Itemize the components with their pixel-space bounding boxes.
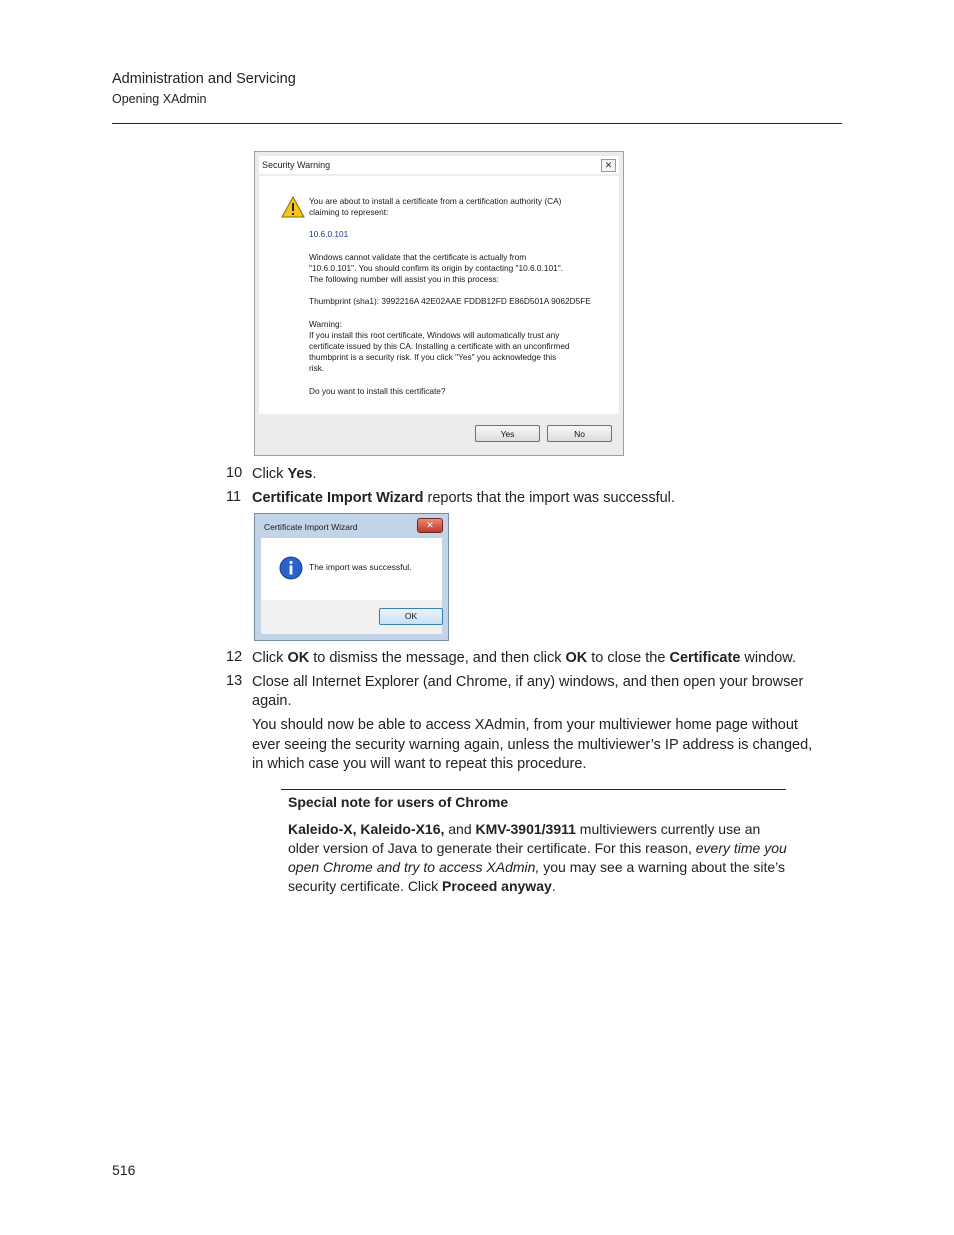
header-divider [112,123,842,124]
dialog-message: The import was successful. [309,562,412,572]
paragraph-line: You should now be able to access XAdmin, from your multiviewer home page without [252,717,798,733]
note-text: multiviewers currently use an older version of Java to generate their certificate. For this reason, [288,821,761,856]
dialog-title: Certificate Import Wizard [264,522,358,532]
paragraph-line: in which case you will want to repeat this procedure. [252,756,587,772]
step-text-bold: OK [565,650,588,666]
note-body [288,820,788,896]
note-text: you may see a warning about the site’s security certificate. Click [288,859,786,894]
step-text-run: to dismiss the message, and then click [309,650,566,666]
ok-button[interactable]: OK [379,608,443,625]
note-text: and [444,821,476,837]
dialog-body [261,538,442,600]
dialog-titlebar [259,156,619,174]
note-text: . [551,878,556,894]
step-text-bold: Yes [287,466,313,482]
dialog-text-line: risk. [309,363,325,373]
note-bold: KMV-3901/3911 [475,821,576,837]
running-header-title: Administration and Servicing [112,71,296,87]
step-text-run: Click [252,466,288,482]
dialog-body [259,176,619,414]
dialog-text-line: Windows cannot validate that the certificate is actually from [309,252,527,262]
step-number: 11 [226,489,242,505]
running-header-subtitle: Opening XAdmin [112,92,207,106]
info-icon [279,556,303,580]
dialog-footer [261,600,442,634]
step-text-bold: OK [287,650,310,666]
dialog-text-line: claiming to represent: [309,207,389,217]
step-number: 10 [226,465,243,481]
dialog-title: Security Warning [262,160,331,170]
step-text [252,489,675,509]
no-button[interactable]: No [547,425,612,442]
step-text [252,465,316,485]
dialog-text-line: thumbprint is a security risk. If you click "Yes" you acknowledge this [309,352,557,362]
dialog-thumbprint: Thumbprint (sha1): 3992216A 42E02AAE FDDB12FD E86D501A 9062D5FE [309,296,591,306]
note-divider [281,789,786,790]
step-text-bold: Certificate [669,650,741,666]
step-text-line: Close all Internet Explorer (and Chrome, if any) windows, and then open your browser [252,674,804,690]
step-text-bold: Certificate Import Wizard [252,490,424,506]
close-icon[interactable]: ✕ [417,518,443,533]
step-text-run: window. [740,650,797,666]
note-heading: Special note for users of Chrome [288,794,509,810]
certificate-import-wizard-dialog [254,513,449,641]
dialog-ca-name: 10.6.0.101 [309,229,349,239]
paragraph-line: ever seeing the security warning again, unless the multiviewer’s IP address is changed, [252,737,813,753]
dialog-text-line: If you install this root certificate, Windows will automatically trust any [309,330,560,340]
dialog-text-line: "10.6.0.101". You should confirm its origin by contacting "10.6.0.101". [309,263,563,273]
step-text-line: again. [252,693,292,709]
security-warning-dialog [254,151,624,456]
dialog-question: Do you want to install this certificate? [309,386,446,396]
step-text-run: to close the [587,650,670,666]
page-number: 516 [112,1162,136,1178]
step-text-run: reports that the import was successful. [423,490,675,506]
warning-icon [281,196,305,218]
step-text-run: . [312,466,317,482]
note-bold: Kaleido-X, Kaleido-X16, [288,821,445,837]
dialog-text-line: The following number will assist you in this process: [309,274,499,284]
yes-button[interactable]: Yes [475,425,540,442]
dialog-text-line: certificate issued by this CA. Installing a certificate with an unconfirmed [309,341,570,351]
step-text-run: Click [252,650,288,666]
step-number: 13 [226,673,243,689]
note-bold: Proceed anyway [442,878,552,894]
close-icon[interactable]: ✕ [601,159,616,172]
step-text [252,649,796,669]
dialog-text-line: Warning: [309,319,342,329]
step-number: 12 [226,649,243,665]
dialog-text-line: You are about to install a certificate from a certification authority (CA) [309,196,562,206]
note-italic: every time you open Chrome and try to access XAdmin, [288,840,787,875]
